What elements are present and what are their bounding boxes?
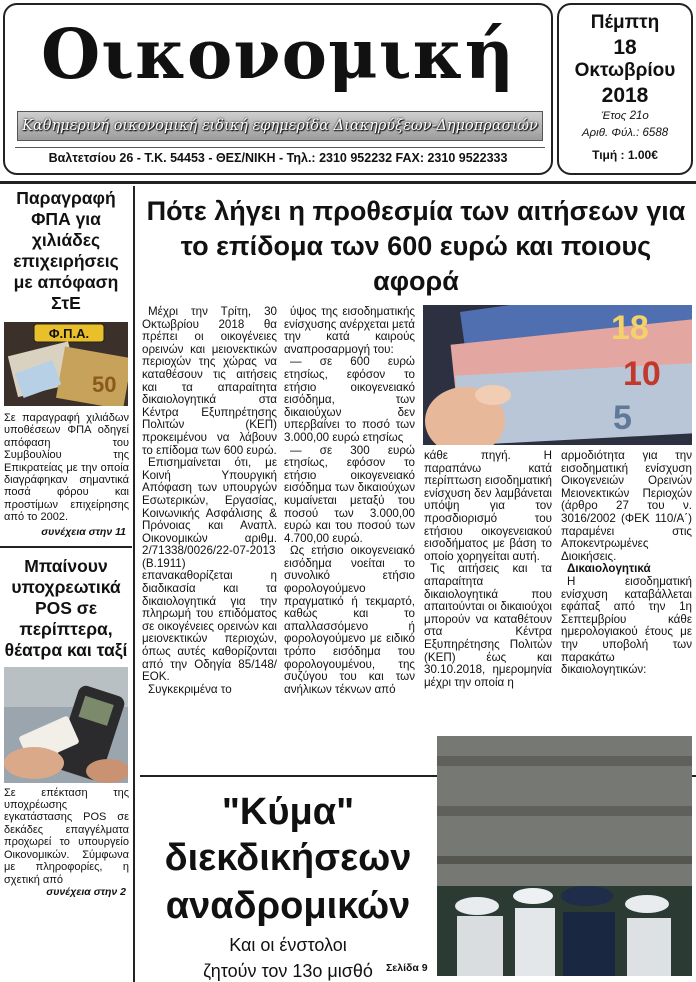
lead-paragraph: Μέχρι την Τρίτη, 30 Οκτωβρίου 2018 θα πρέπει οι οικογένειες ορεινών και μειονεκτικών περιοχών της χώρας να καταθέσουν τις αιτήσεις και τα απαραίτητα δικαιολογητικά στα Κέντρα Εξυπηρέτησης Πολιτών (ΚΕΠ) προκειμένου να λάβουν το επίδομα των 600 ευρώ. (142, 305, 277, 457)
lead-column-4 (561, 450, 692, 677)
officers-photo-art (437, 736, 692, 976)
masthead-divider (15, 147, 545, 148)
lead-paragraph: — σε 300 ευρώ ετησίως, εφόσον το ετήσιο οικογενειακό εισόδημα των δικαιούχων κυμαίνεται μεταξύ του ποσού των 3.000,00 ευρώ και του ποσού των 4.700,00 ευρώ. (284, 443, 415, 545)
issue-price: Τιμή : 1.00€ (592, 148, 658, 162)
sidebar (0, 186, 132, 982)
column-separator (133, 186, 135, 982)
lead-paragraph: Τις αιτήσεις και τα απαραίτητα δικαιολογητικά που απαιτούνται οι δικαιούχοι μπορούν να καταθέτουν στα Κέντρα Εξυπηρέτησης Πολιτών (ΚΕΠ) έως και 30.10.2018, ημερομηνία μέχρι την οποία η (424, 562, 552, 689)
vat-headline[interactable]: Παραγραφή ΦΠΑ για χιλιάδες επιχειρήσεις με απόφαση ΣτΕ (13, 188, 119, 313)
banknote-10: 10 (623, 355, 661, 393)
vat-body: Σε παραγραφή χιλιάδων υποθέσεων ΦΠΑ οδηγεί απόφαση του Συμβουλίου της Επικρατείας με την οποία διαγράφηκαν σημαντικά ποσά φόρου και προστίμων επιχείρησης από το 2002. (4, 412, 129, 524)
lead-paragraph: Ως ετήσιο οικογενειακό εισόδημα νοείται το συνολικό ετήσιο φορολογούμενο πραγματικό ή τεκμαρτό, καθώς και το απαλλασσόμενο ή φορολογούμενο με ειδικό τρόπο εισόδημα του φορολογουμένου, της συζύγου του και των ανήλικων τέκνων από (284, 544, 415, 696)
lead-subhead: Δικαιολογητικά (567, 562, 651, 576)
kyma-subheadline-2: ζητούν τον 13ο μισθό (203, 961, 373, 981)
issue-date-box (557, 3, 693, 175)
uniformed-officers-photo (437, 736, 692, 976)
issue-month: Οκτωβρίου (574, 60, 676, 81)
pos-continue-link[interactable]: συνέχεια στην 2 (46, 885, 126, 898)
issue-edition: Έτος 21ο (601, 110, 649, 122)
vat-continue-link[interactable]: συνέχεια στην 11 (41, 525, 126, 538)
lead-column-2 (284, 306, 415, 696)
kyma-headline-line-1: "Κύμα" (221, 791, 355, 833)
kyma-headline[interactable] (140, 790, 436, 982)
vat-photo (4, 322, 128, 406)
lead-paragraph: Συγκεκριμένα το (148, 682, 232, 696)
banknote-5: 5 (613, 399, 632, 437)
vat-label: Φ.Π.Α. (48, 326, 90, 341)
lead-paragraph: — σε 600 ευρώ ετησίως, εφόσον το ετήσιο οικογενειακό εισόδημα, των δικαιούχων δεν υπερβαίνει το ποσό των 3.000,00 ευρώ ετησίως (284, 355, 415, 444)
tagline: Καθημερινή οικονομική ειδική εφημερίδα Διακηρύξεων-Δημοπρασιών (17, 111, 543, 141)
pos-photo (4, 667, 128, 783)
kyma-page-ref[interactable]: Σελίδα 9 (386, 962, 428, 974)
lead-headline[interactable]: Πότε λήγει η προθεσμία των αιτήσεων για το επίδομα των 600 ευρώ και ποιους αφορά (146, 196, 686, 296)
newspaper-logo: Οικονομική (40, 15, 516, 95)
euro-banknotes-photo (423, 305, 692, 445)
banknote-50: 50 (92, 372, 117, 397)
banknote-20: 18 (611, 309, 649, 347)
issue-weekday: Πέμπτη (590, 12, 660, 33)
kyma-subheadline-1: Και οι ένστολοι (229, 935, 347, 955)
pos-headline[interactable]: Μπαίνουν υποχρεωτικά POS σε περίπτερα, θέατρα και ταξί (4, 555, 128, 660)
masthead (3, 3, 553, 175)
lead-column-1 (142, 306, 277, 696)
kyma-headline-line-2: διεκδικήσεων (164, 837, 412, 879)
lead-paragraph: Επισημαίνεται ότι, με Κοινή Υπουργική Απόφαση των υπουργών Εσωτερικών, Εργασίας, Κοινωνικής Ασφάλισης & Πρόνοιας και Αναπλ. Οικονομικών αριθμ. 2/71338/0026/22-07-2013 (Β.1911) επανακαθορίζεται η διαδικασία και τα δικαιολογητικά για την πληρωμή του επιδόματος σε οικογένειες ορεινών και μειονεκτικών περιοχών, όπως αυτές καθορίζονται από την Οδηγία 85/148/ΕΟΚ. (142, 456, 277, 684)
sidebar-divider (0, 546, 132, 548)
issue-year: 2018 (601, 84, 649, 107)
euro-banknotes-art (423, 305, 692, 445)
lead-paragraph: αρμοδιότητα για την εισοδηματική ενίσχυση Οικογενειών Ορεινών Μειονεκτικών Περιοχών (άρθρο 27 του ν. 3016/2002 (ΦΕΚ 110/Α΄) παραμένει στις Αποκεντρωμένες Διοικήσεις. (561, 449, 692, 563)
lead-column-3 (424, 450, 552, 689)
lead-paragraph: Η εισοδηματική ενίσχυση καταβάλλεται εφάπαξ από την 1η Σεπτεμβρίου κάθε ημερολογιακού έτους με την υποβολή των παρακάτω δικαιολογητικών: (561, 574, 692, 677)
lead-paragraph: κάθε πηγή. Η παραπάνω κατά περίπτωση εισοδηματική ενίσχυση δεν λαμβάνεται υπόψη για τον προσδιορισμό του ετήσιου οικογενειακού εισοδήματος με βάση το οποίο χορηγείται αυτή. (424, 449, 552, 563)
header-rule (0, 181, 696, 184)
lead-paragraph: ύψος της εισοδηματικής ενίσχυσης ανέρχεται μετά την κατά καιρούς αναπροσαρμογή του: (284, 305, 415, 356)
issue-day: 18 (613, 36, 637, 59)
issue-number: Αριθ. Φύλ.: 6588 (581, 127, 669, 139)
contact-address: Βαλτετσίου 26 - Τ.Κ. 54453 - ΘΕΣ/ΝΙΚΗ - Τηλ.: 2310 952232 FAX: 2310 9522333 (48, 151, 508, 165)
vat-photo-art (4, 322, 128, 406)
pos-body: Σε επέκταση της υποχρέωσης εγκατάστασης POS σε δεκάδες επαγγέλματα προχωρεί το υπουργείο Οικονομικών. Σύμφωνα με πληροφορίες, η σχετική από (4, 786, 129, 886)
pos-photo-art (4, 667, 128, 783)
kyma-headline-line-3: αναδρομικών (165, 885, 411, 927)
